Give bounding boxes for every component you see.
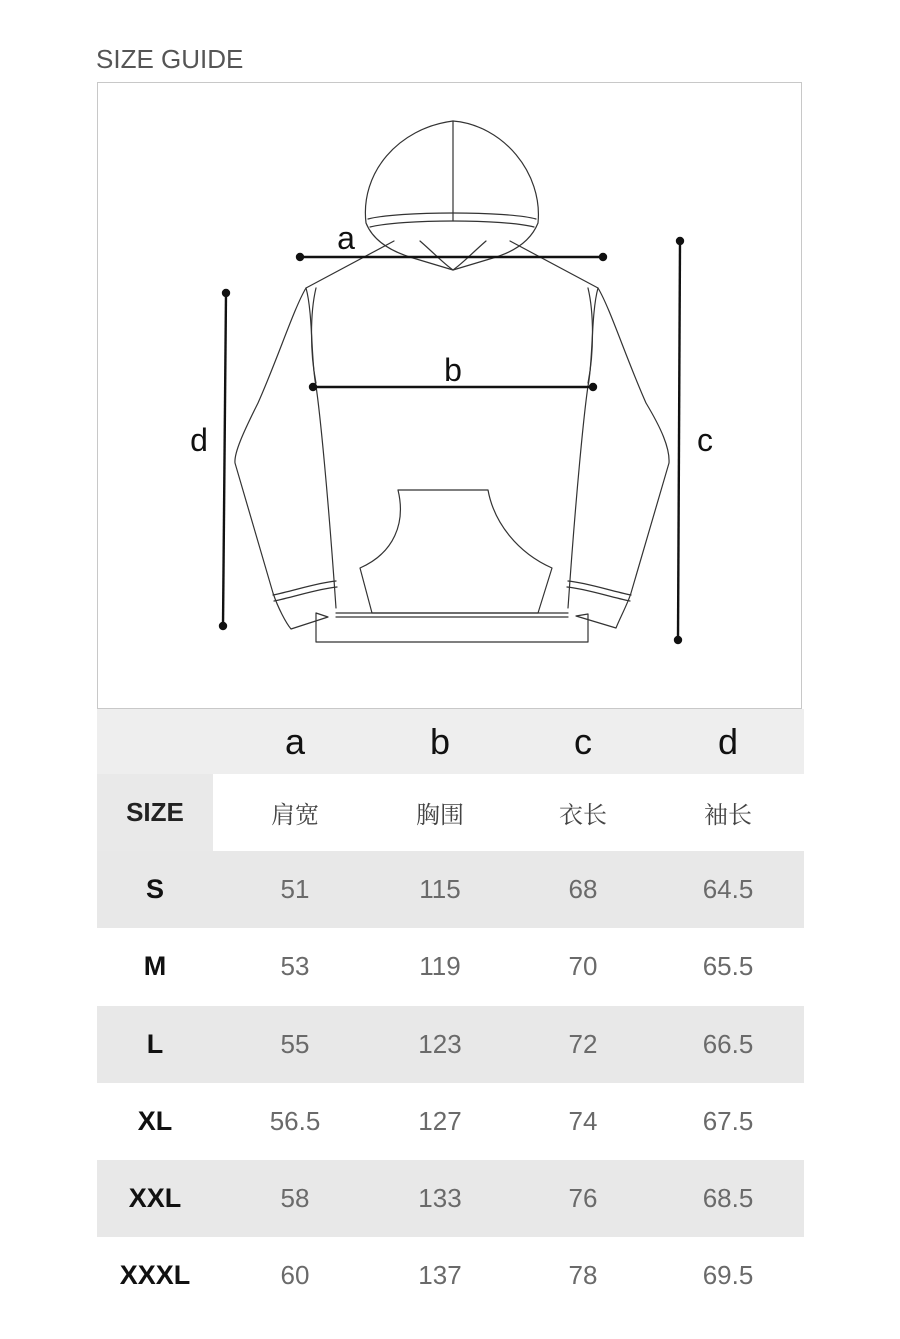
label-b: b (444, 352, 462, 388)
value-a: 53 (280, 951, 310, 981)
value-a: 56.5 (269, 1106, 321, 1136)
value-d: 66.5 (702, 1029, 754, 1059)
value-a: 55 (280, 1029, 310, 1059)
table-row (97, 851, 804, 928)
letter-c: c (574, 720, 592, 762)
kangaroo-pocket (360, 490, 552, 613)
value-c: 74 (568, 1106, 598, 1136)
hoodie-diagram (97, 82, 802, 709)
header-sleeve-length: 袖长 (704, 801, 752, 829)
value-a: 60 (280, 1260, 310, 1290)
letter-b: b (429, 720, 451, 762)
header-chest: 胸围 (416, 801, 464, 829)
value-c: 78 (568, 1260, 598, 1290)
value-d: 64.5 (702, 874, 754, 904)
header-length: 衣长 (559, 801, 607, 829)
size-label: XXXL (119, 1260, 191, 1290)
value-d: 65.5 (702, 951, 754, 981)
hoodie-illustration (98, 83, 803, 710)
value-b: 133 (418, 1183, 462, 1213)
size-label: S (145, 874, 164, 904)
label-a: a (337, 220, 355, 256)
value-c: 72 (568, 1029, 598, 1059)
label-c: c (697, 422, 713, 458)
hood-outline (365, 121, 538, 270)
hoodie-body (235, 241, 669, 642)
measure-line-d (223, 293, 226, 626)
header-shoulder-width: 肩宽 (271, 801, 319, 829)
value-b: 123 (418, 1029, 462, 1059)
value-b: 115 (419, 874, 461, 904)
table-row (97, 1083, 804, 1160)
size-label: L (146, 1029, 164, 1059)
table-row (97, 928, 804, 1005)
table-row (97, 1237, 804, 1314)
value-c: 68 (568, 874, 598, 904)
column-header-row (97, 774, 804, 851)
label-d: d (190, 422, 208, 458)
size-label: XL (137, 1106, 173, 1136)
value-a: 58 (280, 1183, 310, 1213)
page-title: SIZE GUIDE (96, 44, 244, 74)
size-label: M (143, 951, 167, 981)
measurement-letter-row (97, 709, 804, 774)
value-b: 119 (419, 951, 461, 981)
value-c: 76 (568, 1183, 598, 1213)
value-c: 70 (568, 951, 598, 981)
value-d: 68.5 (702, 1183, 754, 1213)
table-row (97, 1006, 804, 1083)
value-a: 51 (280, 874, 310, 904)
letter-a: a (284, 720, 306, 762)
size-label: XXL (128, 1183, 182, 1213)
value-b: 127 (418, 1106, 462, 1136)
size-header: SIZE (97, 774, 213, 851)
table-row (97, 1160, 804, 1237)
value-d: 67.5 (702, 1106, 754, 1136)
letter-d: d (717, 720, 739, 762)
value-d: 69.5 (702, 1260, 754, 1290)
measure-line-c (678, 241, 680, 640)
value-b: 137 (418, 1260, 462, 1290)
